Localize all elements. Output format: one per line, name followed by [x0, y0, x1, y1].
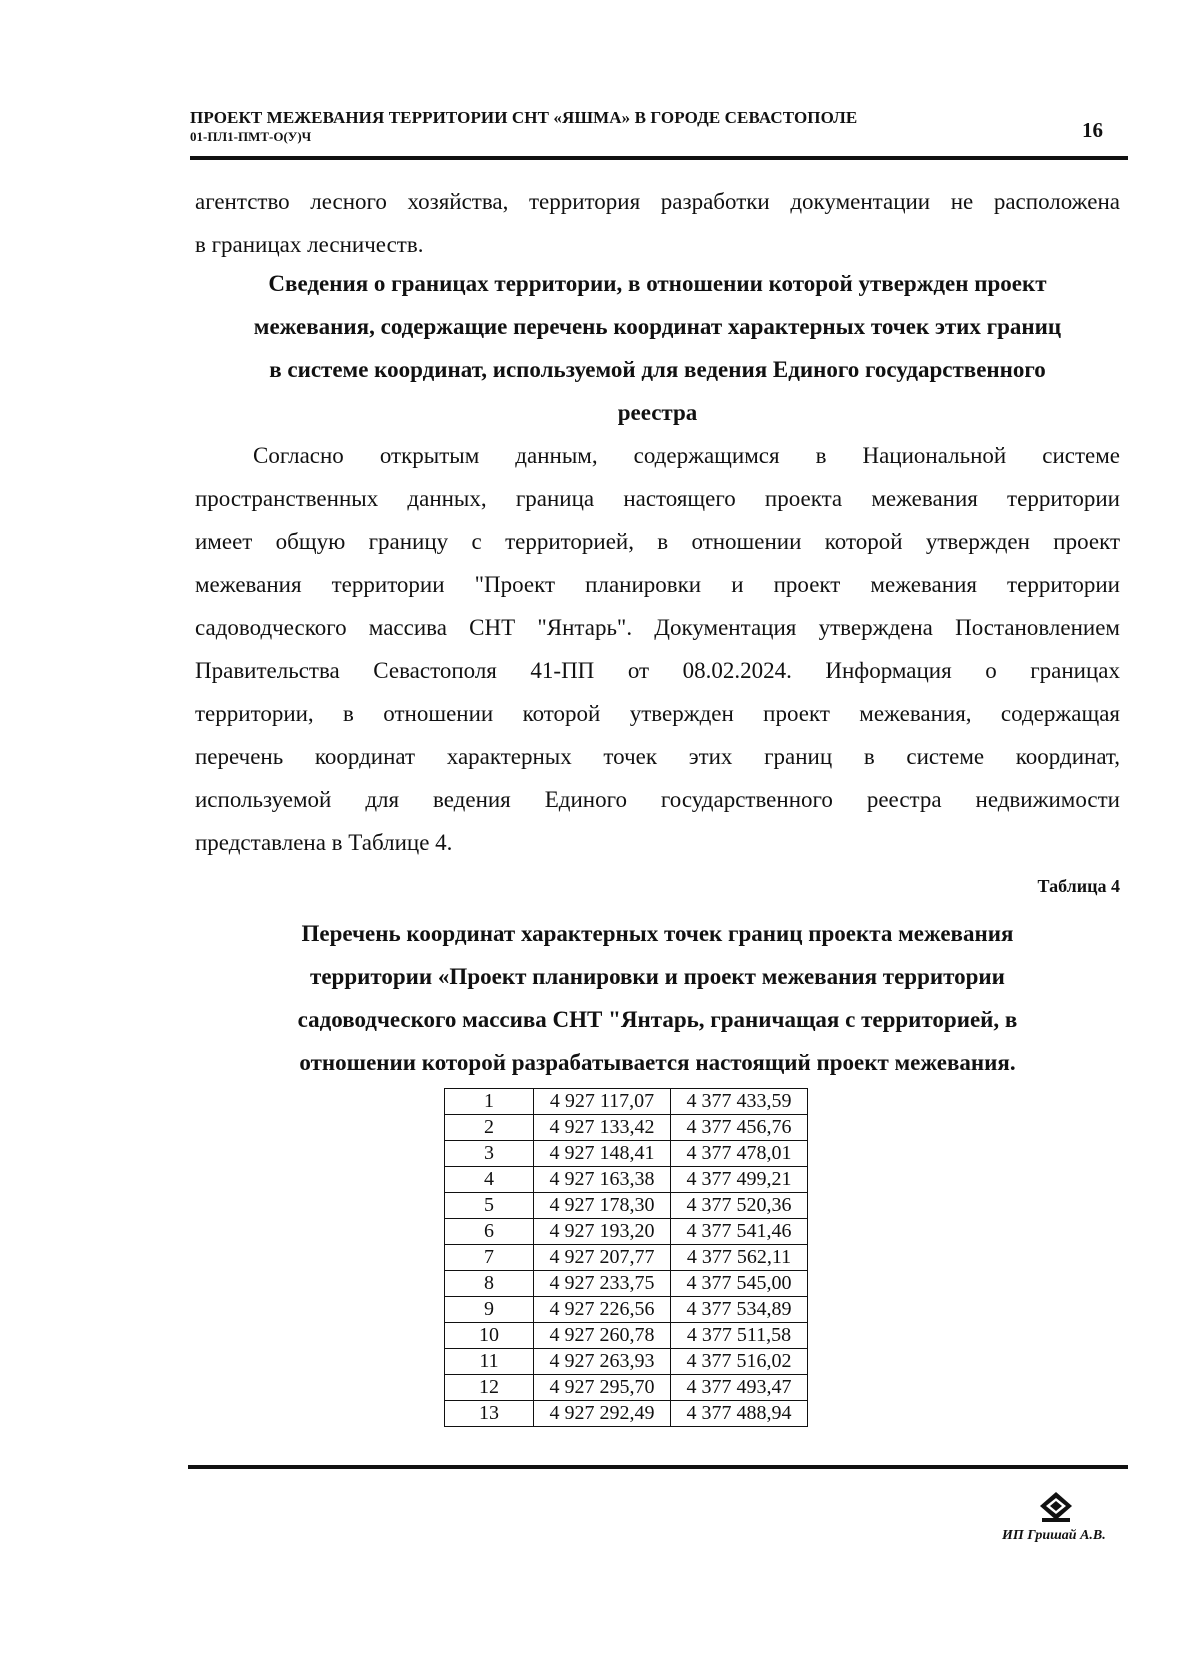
- x-coordinate-cell: 4 927 163,38: [534, 1167, 671, 1193]
- y-coordinate-cell: 4 377 488,94: [671, 1401, 808, 1427]
- x-coordinate-cell: 4 927 148,41: [534, 1141, 671, 1167]
- footer-rule: [188, 1465, 1128, 1469]
- y-coordinate-cell: 4 377 520,36: [671, 1193, 808, 1219]
- x-coordinate-cell: 4 927 178,30: [534, 1193, 671, 1219]
- paragraph-line: пространственных данных, граница настоящего проекта межевания территории: [195, 486, 1120, 511]
- table-heading-line: территории «Проект планировки и проект межевания территории: [310, 964, 1005, 989]
- paragraph-line: имеет общую границу с территорией, в отношении которой утвержден проект: [195, 529, 1120, 554]
- body-paragraph: [195, 434, 1120, 864]
- table-row: [445, 1349, 808, 1375]
- table-row: [445, 1089, 808, 1115]
- y-coordinate-cell: 4 377 433,59: [671, 1089, 808, 1115]
- intro-line: агентство лесного хозяйства, территория разработки документации не расположена: [195, 189, 1120, 214]
- y-coordinate-cell: 4 377 493,47: [671, 1375, 808, 1401]
- y-coordinate-cell: 4 377 499,21: [671, 1167, 808, 1193]
- table-row: [445, 1245, 808, 1271]
- point-number-cell: 4: [445, 1167, 534, 1193]
- point-number-cell: 11: [445, 1349, 534, 1375]
- table-heading: [195, 912, 1120, 1084]
- y-coordinate-cell: 4 377 534,89: [671, 1297, 808, 1323]
- point-number-cell: 10: [445, 1323, 534, 1349]
- y-coordinate-cell: 4 377 516,02: [671, 1349, 808, 1375]
- paragraph-line: используемой для ведения Единого государственного реестра недвижимости: [195, 787, 1120, 812]
- paragraph-line: представлена в Таблице 4.: [195, 830, 453, 855]
- paragraph-line: перечень координат характерных точек этих границ в системе координат,: [195, 744, 1120, 769]
- x-coordinate-cell: 4 927 117,07: [534, 1089, 671, 1115]
- table-heading-line: отношении которой разрабатывается настоящий проект межевания.: [299, 1050, 1016, 1075]
- table-row: [445, 1193, 808, 1219]
- section-heading-line: реестра: [617, 400, 698, 425]
- paragraph-line: межевания территории "Проект планировки и проект межевания территории: [195, 572, 1120, 597]
- x-coordinate-cell: 4 927 226,56: [534, 1297, 671, 1323]
- coordinates-table: [444, 1088, 808, 1427]
- section-heading-line: в системе координат, используемой для ведения Единого государственного: [269, 357, 1046, 382]
- y-coordinate-cell: 4 377 562,11: [671, 1245, 808, 1271]
- table-row: [445, 1375, 808, 1401]
- table-label: Таблица 4: [1037, 876, 1120, 896]
- section-heading-line: Сведения о границах территории, в отношении которой утвержден проект: [268, 271, 1047, 296]
- paragraph-line: Правительства Севастополя 41-ПП от 08.02.2024. Информация о границах: [195, 658, 1120, 683]
- table-row: [445, 1271, 808, 1297]
- page-number: 16: [1082, 118, 1103, 142]
- point-number-cell: 1: [445, 1089, 534, 1115]
- y-coordinate-cell: 4 377 545,00: [671, 1271, 808, 1297]
- x-coordinate-cell: 4 927 233,75: [534, 1271, 671, 1297]
- diamond-logo-icon: [1036, 1490, 1076, 1524]
- table-row: [445, 1115, 808, 1141]
- table-row: [445, 1219, 808, 1245]
- table-heading-line: садоводческого массива СНТ "Янтарь, граничащая с территорией, в: [297, 1007, 1018, 1032]
- signature-text: ИП Гришай А.В.: [1002, 1528, 1106, 1543]
- y-coordinate-cell: 4 377 511,58: [671, 1323, 808, 1349]
- x-coordinate-cell: 4 927 193,20: [534, 1219, 671, 1245]
- x-coordinate-cell: 4 927 133,42: [534, 1115, 671, 1141]
- header-title: ПРОЕКТ МЕЖЕВАНИЯ ТЕРРИТОРИИ СНТ «ЯШМА» В ГОРОДЕ СЕВАСТОПОЛЕ: [190, 108, 858, 127]
- section-heading: [195, 262, 1120, 434]
- table-row: [445, 1167, 808, 1193]
- paragraph-line: Согласно открытым данным, содержащимся в Национальной системе: [253, 443, 1120, 468]
- x-coordinate-cell: 4 927 207,77: [534, 1245, 671, 1271]
- table-row: [445, 1141, 808, 1167]
- point-number-cell: 8: [445, 1271, 534, 1297]
- table-row: [445, 1323, 808, 1349]
- y-coordinate-cell: 4 377 541,46: [671, 1219, 808, 1245]
- x-coordinate-cell: 4 927 260,78: [534, 1323, 671, 1349]
- y-coordinate-cell: 4 377 478,01: [671, 1141, 808, 1167]
- point-number-cell: 7: [445, 1245, 534, 1271]
- section-heading-line: межевания, содержащие перечень координат характерных точек этих границ: [253, 314, 1062, 339]
- point-number-cell: 5: [445, 1193, 534, 1219]
- point-number-cell: 3: [445, 1141, 534, 1167]
- paragraph-line: садоводческого массива СНТ "Янтарь". Документация утверждена Постановлением: [195, 615, 1120, 640]
- x-coordinate-cell: 4 927 295,70: [534, 1375, 671, 1401]
- point-number-cell: 6: [445, 1219, 534, 1245]
- paragraph-line: территории, в отношении которой утвержден проект межевания, содержащая: [195, 701, 1120, 726]
- point-number-cell: 12: [445, 1375, 534, 1401]
- x-coordinate-cell: 4 927 263,93: [534, 1349, 671, 1375]
- intro-line: в границах лесничеств.: [195, 232, 424, 257]
- document-code: 01-ПЛ1-ПМТ-О(У)Ч: [190, 129, 312, 144]
- table-row: [445, 1401, 808, 1427]
- table-heading-line: Перечень координат характерных точек границ проекта межевания: [301, 921, 1014, 946]
- point-number-cell: 13: [445, 1401, 534, 1427]
- y-coordinate-cell: 4 377 456,76: [671, 1115, 808, 1141]
- point-number-cell: 9: [445, 1297, 534, 1323]
- x-coordinate-cell: 4 927 292,49: [534, 1401, 671, 1427]
- intro-text: [195, 180, 1120, 266]
- table-row: [445, 1297, 808, 1323]
- point-number-cell: 2: [445, 1115, 534, 1141]
- header-rule: [190, 156, 1128, 160]
